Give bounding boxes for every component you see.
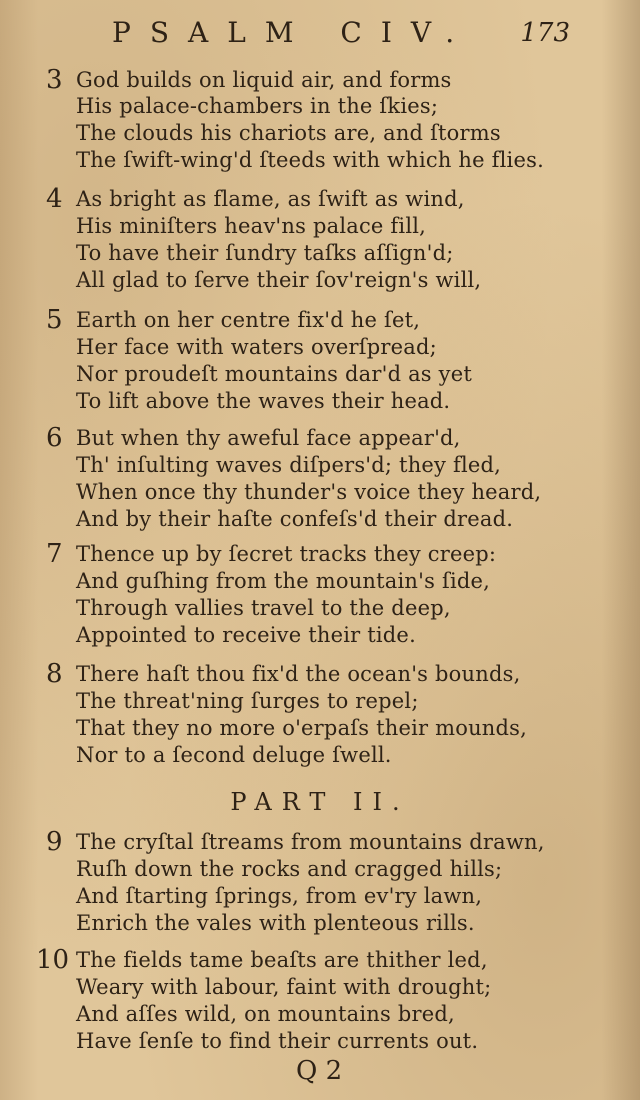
verse-line: And by their haſte confeſs'd their dread. [76, 507, 514, 531]
stanza-number: 9 [46, 827, 63, 857]
running-title: PSALM CIV. [112, 16, 474, 49]
stanza-number: 4 [46, 184, 63, 214]
verse-line: Earth on her centre fix'd he ſet, [76, 308, 421, 332]
verse-line: But when thy aweful face appear'd, [76, 426, 461, 450]
verse-line: The ſwift-wing'd ſteeds with which he flies. [76, 148, 544, 172]
verse-line: To have their ſundry taſks aſſign'd; [76, 241, 454, 265]
stanza-number: 10 [36, 945, 70, 975]
verse-line: God builds on liquid air, and forms [76, 68, 452, 92]
verse-line: Through vallies travel to the deep, [76, 596, 451, 620]
verse-line: There haſt thou fix'd the ocean's bounds, [76, 662, 521, 686]
verse-line: His miniſters heav'ns palace fill, [76, 214, 427, 238]
verse-line: All glad to ſerve their ſov'reign's will, [76, 268, 482, 292]
verse-line: When once thy thunder's voice they heard, [76, 480, 542, 504]
page-number: 173 [520, 18, 570, 48]
verse-line: That they no more o'erpaſs their mounds, [76, 716, 528, 740]
verse-line: Nor proudeſt mountains dar'd as yet [76, 362, 472, 386]
verse-line: Her face with waters overſpread; [76, 335, 437, 359]
verse-line: As bright as flame, as ſwift as wind, [76, 187, 465, 211]
verse-line: Th' inſulting waves diſpers'd; they fled, [76, 453, 502, 477]
verse-line: Appointed to receive their tide. [76, 623, 416, 647]
stanza-number: 6 [46, 423, 63, 453]
verse-line: Have ſenſe to find their currents out. [76, 1029, 479, 1053]
verse-line: And guſhing from the mountain's ſide, [76, 569, 491, 593]
verse-line: To lift above the waves their head. [76, 389, 451, 413]
part-heading: PART II. [230, 788, 410, 816]
verse-line: Nor to a ſecond deluge ſwell. [76, 743, 392, 767]
verse-line: The cryſtal ſtreams from mountains drawn, [76, 830, 545, 854]
verse-line: Weary with labour, faint with drought; [76, 975, 492, 999]
verse-line: Ruſh down the rocks and cragged hills; [76, 857, 503, 881]
stanza-number: 7 [46, 539, 63, 569]
verse-line: And ſtarting ſprings, from ev'ry lawn, [76, 884, 483, 908]
stanza-number: 8 [46, 659, 63, 689]
verse-line: And aſſes wild, on mountains bred, [76, 1002, 455, 1026]
verse-line: Thence up by ſecret tracks they creep: [76, 542, 497, 566]
verse-line: His palace-chambers in the ſkies; [76, 94, 439, 118]
verse-line: Enrich the vales with plenteous rills. [76, 911, 475, 935]
page-header [0, 14, 640, 54]
stanza-number: 3 [46, 65, 63, 95]
signature-mark: Q 2 [296, 1056, 343, 1086]
stanza-number: 5 [46, 305, 63, 335]
verse-line: The threat'ning ſurges to repel; [76, 689, 419, 713]
verse-line: The clouds his chariots are, and ſtorms [76, 121, 501, 145]
verse-line: The fields tame beaſts are thither led, [76, 948, 488, 972]
